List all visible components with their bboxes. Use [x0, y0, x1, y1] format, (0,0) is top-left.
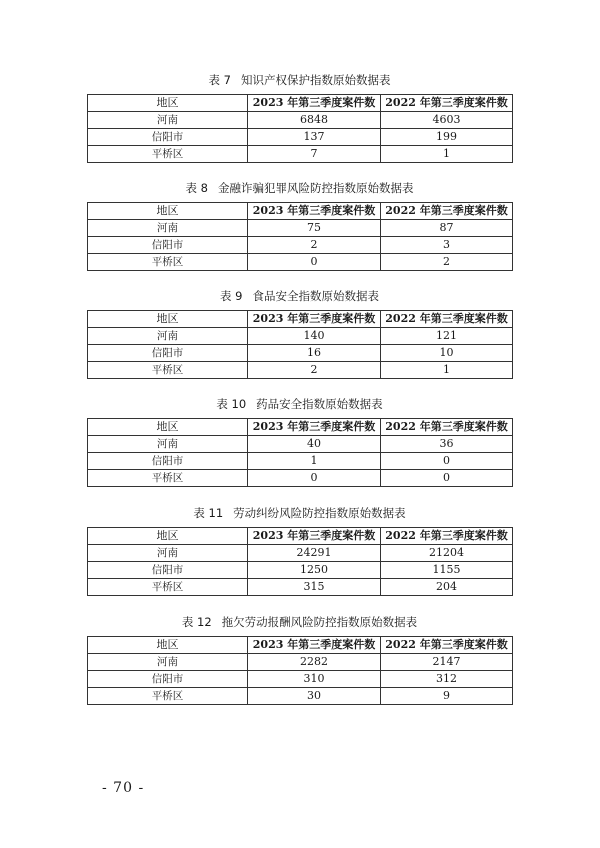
region-cell: 河南	[88, 328, 248, 345]
region-cell: 平桥区	[88, 362, 248, 379]
table-caption	[87, 505, 512, 521]
value-cell: 1250	[248, 562, 381, 579]
data-table	[87, 310, 513, 379]
table-12-block	[87, 614, 512, 705]
value-cell: 2	[248, 362, 381, 379]
table-7-block	[87, 72, 512, 163]
table-caption	[87, 180, 512, 196]
value-cell: 199	[381, 129, 513, 146]
value-cell: 7	[248, 146, 381, 163]
header-row	[88, 203, 513, 220]
header-cell: 2023 年第三季度案件数	[248, 528, 381, 545]
value-cell: 2	[381, 254, 513, 271]
region-cell: 平桥区	[88, 579, 248, 596]
table-caption	[87, 614, 512, 630]
value-cell: 1	[381, 146, 513, 163]
header-row	[88, 95, 513, 112]
value-cell: 4603	[381, 112, 513, 129]
region-cell: 信阳市	[88, 129, 248, 146]
table-title: 知识产权保护指数原始数据表	[240, 73, 391, 87]
region-cell: 平桥区	[88, 470, 248, 487]
value-cell: 30	[248, 688, 381, 705]
value-cell: 0	[248, 254, 381, 271]
value-cell: 24291	[248, 545, 381, 562]
table-number: 表 8	[185, 181, 208, 195]
data-table	[87, 418, 513, 487]
header-cell: 2022 年第三季度案件数	[381, 203, 513, 220]
header-row	[88, 637, 513, 654]
value-cell: 1	[381, 362, 513, 379]
table-caption	[87, 72, 512, 88]
value-cell: 137	[248, 129, 381, 146]
table-title: 金融诈骗犯罪风险防控指数原始数据表	[217, 181, 414, 195]
table-number: 表 12	[181, 615, 212, 629]
table-row	[88, 545, 513, 562]
region-cell: 河南	[88, 220, 248, 237]
page-number: - 70 -	[102, 780, 145, 796]
table-row	[88, 237, 513, 254]
value-cell: 315	[248, 579, 381, 596]
value-cell: 40	[248, 436, 381, 453]
table-10-block	[87, 396, 512, 487]
table-row	[88, 362, 513, 379]
region-cell: 信阳市	[88, 671, 248, 688]
value-cell: 310	[248, 671, 381, 688]
header-cell: 地区	[88, 419, 248, 436]
table-row	[88, 453, 513, 470]
value-cell: 121	[381, 328, 513, 345]
value-cell: 21204	[381, 545, 513, 562]
table-caption	[87, 288, 512, 304]
header-cell: 2022 年第三季度案件数	[381, 637, 513, 654]
table-row	[88, 436, 513, 453]
data-table	[87, 94, 513, 163]
table-title: 药品安全指数原始数据表	[256, 397, 383, 411]
value-cell: 75	[248, 220, 381, 237]
data-table	[87, 202, 513, 271]
header-cell: 地区	[88, 637, 248, 654]
table-8-block	[87, 180, 512, 271]
header-cell: 地区	[88, 95, 248, 112]
header-cell: 2023 年第三季度案件数	[248, 95, 381, 112]
table-row	[88, 328, 513, 345]
table-row	[88, 562, 513, 579]
header-cell: 2023 年第三季度案件数	[248, 637, 381, 654]
table-title: 劳动纠纷风险防控指数原始数据表	[233, 506, 406, 520]
value-cell: 16	[248, 345, 381, 362]
value-cell: 312	[381, 671, 513, 688]
table-row	[88, 220, 513, 237]
value-cell: 0	[248, 470, 381, 487]
region-cell: 信阳市	[88, 562, 248, 579]
value-cell: 9	[381, 688, 513, 705]
region-cell: 信阳市	[88, 453, 248, 470]
data-table	[87, 527, 513, 596]
value-cell: 6848	[248, 112, 381, 129]
header-cell: 2022 年第三季度案件数	[381, 311, 513, 328]
header-row	[88, 528, 513, 545]
table-row	[88, 579, 513, 596]
header-cell: 2022 年第三季度案件数	[381, 419, 513, 436]
region-cell: 平桥区	[88, 146, 248, 163]
data-table	[87, 636, 513, 705]
header-row	[88, 311, 513, 328]
table-row	[88, 129, 513, 146]
table-9-block	[87, 288, 512, 379]
table-title: 拖欠劳动报酬风险防控指数原始数据表	[221, 615, 418, 629]
region-cell: 河南	[88, 654, 248, 671]
value-cell: 140	[248, 328, 381, 345]
table-row	[88, 112, 513, 129]
table-11-block	[87, 505, 512, 596]
table-row	[88, 470, 513, 487]
table-number: 表 10	[216, 397, 247, 411]
region-cell: 信阳市	[88, 237, 248, 254]
value-cell: 36	[381, 436, 513, 453]
value-cell: 204	[381, 579, 513, 596]
header-cell: 地区	[88, 203, 248, 220]
table-number: 表 11	[193, 506, 224, 520]
table-row	[88, 254, 513, 271]
value-cell: 0	[381, 453, 513, 470]
value-cell: 1155	[381, 562, 513, 579]
table-row	[88, 146, 513, 163]
table-title: 食品安全指数原始数据表	[252, 289, 379, 303]
value-cell: 0	[381, 470, 513, 487]
header-cell: 2022 年第三季度案件数	[381, 95, 513, 112]
header-cell: 2023 年第三季度案件数	[248, 203, 381, 220]
table-number: 表 7	[208, 73, 231, 87]
table-row	[88, 688, 513, 705]
header-cell: 2023 年第三季度案件数	[248, 311, 381, 328]
region-cell: 平桥区	[88, 254, 248, 271]
region-cell: 河南	[88, 436, 248, 453]
table-caption	[87, 396, 512, 412]
table-row	[88, 654, 513, 671]
table-number: 表 9	[220, 289, 243, 303]
header-cell: 2023 年第三季度案件数	[248, 419, 381, 436]
header-cell: 2022 年第三季度案件数	[381, 528, 513, 545]
region-cell: 河南	[88, 545, 248, 562]
header-cell: 地区	[88, 528, 248, 545]
region-cell: 平桥区	[88, 688, 248, 705]
value-cell: 3	[381, 237, 513, 254]
table-row	[88, 671, 513, 688]
table-row	[88, 345, 513, 362]
value-cell: 2	[248, 237, 381, 254]
header-row	[88, 419, 513, 436]
value-cell: 2282	[248, 654, 381, 671]
value-cell: 1	[248, 453, 381, 470]
value-cell: 87	[381, 220, 513, 237]
value-cell: 2147	[381, 654, 513, 671]
region-cell: 河南	[88, 112, 248, 129]
header-cell: 地区	[88, 311, 248, 328]
value-cell: 10	[381, 345, 513, 362]
region-cell: 信阳市	[88, 345, 248, 362]
